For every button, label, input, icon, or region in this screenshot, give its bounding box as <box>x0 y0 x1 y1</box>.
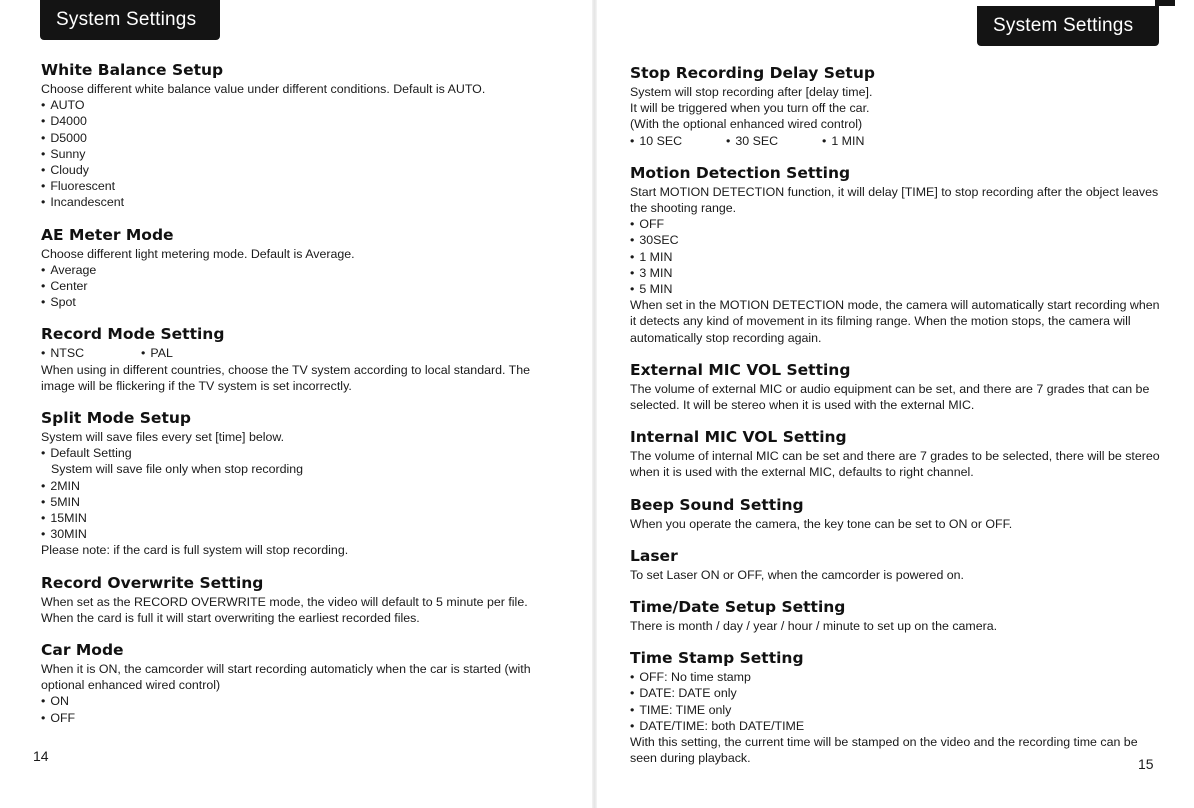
section-title: Stop Recording Delay Setup <box>630 64 875 82</box>
section-desc: Choose different white balance value under different conditions. Default is AUTO. <box>41 82 486 96</box>
section-note: Please note: if the card is full system will stop recording. <box>41 543 349 558</box>
option-item: • Cloudy <box>41 162 561 178</box>
section-desc: To set Laser ON or OFF, when the camcorder is powered on. <box>630 567 965 582</box>
option-item: • PAL <box>141 345 173 361</box>
section-desc: Choose different light metering mode. Default is Average. <box>41 246 355 261</box>
option-item: • OFF: No time stamp <box>630 669 1160 685</box>
section-desc: Start MOTION DETECTION function, it will delay [TIME] to stop recording after the object leaves the shooting range. <box>630 184 1159 216</box>
car-mode-section <box>41 640 561 726</box>
section-title: Split Mode Setup <box>41 409 191 428</box>
section-title: Time Stamp Setting <box>630 649 804 668</box>
split-mode-section <box>41 408 561 559</box>
section-desc: The volume of internal MIC can be set and there are 7 grades to be selected, there will be stereo when it is used with the external MIC, defaults to right channel. <box>630 449 1160 480</box>
option-list <box>630 216 1160 297</box>
option-item: • AUTO <box>41 97 561 113</box>
record-overwrite-section <box>41 573 561 626</box>
option-item: • D5000 <box>41 130 561 146</box>
option-item: • OFF <box>41 710 561 726</box>
option-item: • Sunny <box>41 146 561 162</box>
section-title: White Balance Setup <box>41 61 224 79</box>
section-desc: When set as the RECORD OVERWRITE mode, the video will default to 5 minute per file. When the card is full it will start overwriting the earliest recorded files. <box>41 594 528 625</box>
page-number: 15 <box>1138 756 1154 772</box>
option-item: • 3 MIN <box>630 265 1160 281</box>
section-desc: (With the optional enhanced wired control) <box>630 117 863 132</box>
internal-mic-section <box>630 427 1160 480</box>
right-content <box>630 63 1160 766</box>
time-date-section <box>630 597 1160 634</box>
option-list <box>41 262 561 311</box>
option-item: • 30MIN <box>41 526 561 542</box>
stop-delay-section <box>630 63 1160 149</box>
option-row <box>41 345 561 361</box>
option-item: • Average <box>41 262 561 278</box>
time-stamp-section <box>630 648 1160 766</box>
section-tab-right: System Settings <box>977 6 1159 46</box>
option-item: • ON <box>41 693 561 709</box>
option-item: • D4000 <box>41 113 561 129</box>
section-desc: When using in different countries, choose the TV system according to local standard. The image will be flickering if the TV system is set incorrectly. <box>41 362 531 393</box>
white-balance-section <box>41 60 561 211</box>
section-tab-left: System Settings <box>40 0 220 40</box>
option-list <box>41 97 561 210</box>
page-number: 14 <box>33 748 49 764</box>
option-item: • 1 MIN <box>822 133 864 149</box>
right-page <box>597 0 1194 808</box>
beep-section <box>630 495 1160 532</box>
option-item: • 30SEC <box>630 232 1160 248</box>
section-desc: System will save files every set [time] below. <box>41 430 285 445</box>
section-title: Record Overwrite Setting <box>41 573 264 592</box>
option-row <box>630 133 1160 149</box>
option-item: • DATE/TIME: both DATE/TIME <box>630 718 1160 734</box>
option-list <box>630 669 1160 734</box>
ae-meter-section <box>41 225 561 311</box>
left-content <box>41 60 561 726</box>
section-title: Motion Detection Setting <box>630 163 851 182</box>
section-desc: System will stop recording after [delay time]. <box>630 85 873 99</box>
section-title: Time/Date Setup Setting <box>630 598 846 617</box>
section-note: When set in the MOTION DETECTION mode, the camera will automatically start recording when it detects any kind of movement in its filming range. When the motion stops, the camera will automatically stop recording again. <box>630 298 1160 345</box>
option-item: • Spot <box>41 294 561 310</box>
section-title: Beep Sound Setting <box>630 495 804 514</box>
option-item: • Center <box>41 278 561 294</box>
option-item: • DATE: DATE only <box>630 685 1160 701</box>
option-item: • 15MIN <box>41 510 561 526</box>
option-item: • 5MIN <box>41 494 561 510</box>
section-desc: The volume of external MIC or audio equipment can be set, and there are 7 grades that can be selected. It will be stereo when it is used with the external MIC. <box>630 381 1150 413</box>
option-item: • OFF <box>630 216 1160 232</box>
section-desc: There is month / day / year / hour / minute to set up on the camera. <box>630 619 998 634</box>
option-item: • 10 SEC <box>630 133 726 149</box>
option-note: System will save file only when stop recording <box>51 462 304 477</box>
option-item: • Default Setting <box>41 445 561 461</box>
option-item: • NTSC <box>41 345 141 361</box>
section-desc: When it is ON, the camcorder will start recording automaticly when the car is started (with optional enhanced wired control) <box>41 662 531 693</box>
option-item: • Fluorescent <box>41 178 561 194</box>
option-item: • 1 MIN <box>630 249 1160 265</box>
option-item: • 5 MIN <box>630 281 1160 297</box>
section-title: Laser <box>630 546 678 565</box>
option-item: • TIME: TIME only <box>630 702 1160 718</box>
external-mic-section <box>630 360 1160 413</box>
section-desc: With this setting, the current time will be stamped on the video and the recording time can be seen during playback. <box>630 735 1138 766</box>
section-title: Car Mode <box>41 641 124 660</box>
option-list <box>41 693 561 725</box>
record-mode-section <box>41 324 561 394</box>
left-page <box>0 0 592 808</box>
laser-section <box>630 546 1160 583</box>
section-title: AE Meter Mode <box>41 225 174 244</box>
section-title: External MIC VOL Setting <box>630 360 851 379</box>
section-title: Record Mode Setting <box>41 325 225 344</box>
section-desc: It will be triggered when you turn off the car. <box>630 101 870 116</box>
option-item: • 2MIN <box>41 478 561 494</box>
section-title: Internal MIC VOL Setting <box>630 428 847 447</box>
motion-detection-section <box>630 163 1160 346</box>
option-item: • Incandescent <box>41 194 561 210</box>
option-item: • 30 SEC <box>726 133 822 149</box>
section-desc: When you operate the camera, the key tone can be set to ON or OFF. <box>630 516 1013 531</box>
option-list <box>41 445 561 542</box>
